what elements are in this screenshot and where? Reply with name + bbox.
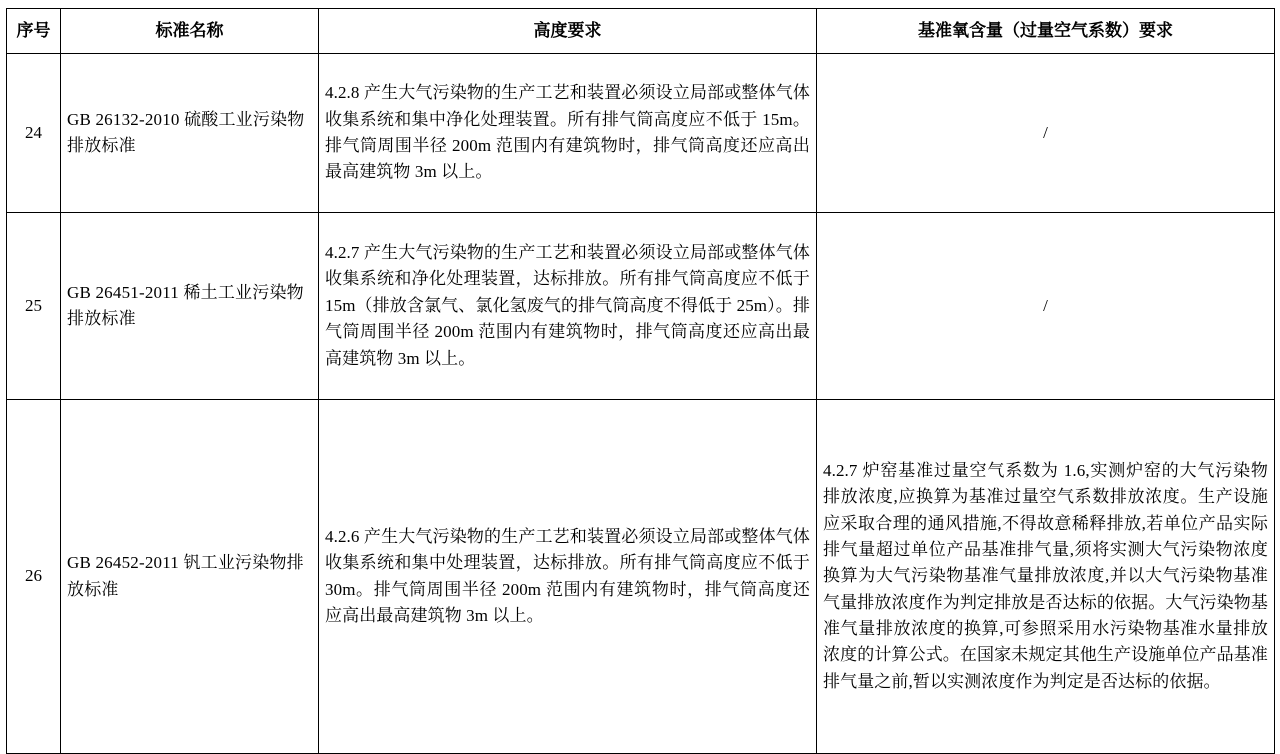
row-height-requirement: 4.2.7 产生大气污染物的生产工艺和装置必须设立局部或整体气体收集系统和净化处理装置，达标排放。所有排气筒高度应不低于 15m（排放含氯气、氯化氢废气的排气筒高度不得低于 25m）。排气筒周围半径 200m 范围内有建筑物时，排气筒高度还应高出最高建筑物 3m 以上。 (319, 213, 817, 400)
row-index: 26 (7, 400, 61, 754)
table-header (7, 9, 1275, 54)
row-oxygen-requirement: / (817, 54, 1275, 213)
column-header-index: 序号 (7, 9, 61, 54)
row-index: 25 (7, 213, 61, 400)
row-oxygen-requirement: / (817, 213, 1275, 400)
table-row (7, 400, 1275, 754)
table-header-row (7, 9, 1275, 54)
row-standard-name: GB 26451-2011 稀土工业污染物排放标准 (61, 213, 319, 400)
column-header-height-requirement: 高度要求 (319, 9, 817, 54)
column-header-standard-name: 标准名称 (61, 9, 319, 54)
row-standard-name: GB 26452-2011 钒工业污染物排放标准 (61, 400, 319, 754)
table-row (7, 213, 1275, 400)
row-standard-name: GB 26132-2010 硫酸工业污染物排放标准 (61, 54, 319, 213)
row-height-requirement: 4.2.6 产生大气污染物的生产工艺和装置必须设立局部或整体气体收集系统和集中处理装置，达标排放。所有排气筒高度应不低于 30m。排气筒周围半径 200m 范围内有建筑物时，排气筒高度还应高出最高建筑物 3m 以上。 (319, 400, 817, 754)
table-body (7, 54, 1275, 754)
row-height-requirement: 4.2.8 产生大气污染物的生产工艺和装置必须设立局部或整体气体收集系统和集中净化处理装置。所有排气筒高度应不低于 15m。排气筒周围半径 200m 范围内有建筑物时，排气筒高度还应高出最高建筑物 3m 以上。 (319, 54, 817, 213)
row-oxygen-requirement: 4.2.7 炉窑基准过量空气系数为 1.6,实测炉窑的大气污染物排放浓度,应换算为基准过量空气系数排放浓度。生产设施应采取合理的通风措施,不得故意稀释排放,若单位产品实际排气量超过单位产品基准排气量,须将实测大气污染物浓度换算为大气污染物基准气量排放浓度,并以大气污染物基准气量排放浓度作为判定排放是否达标的依据。大气污染物基准气量排放浓度的换算,可参照采用水污染物基准水量排放浓度的计算公式。在国家未规定其他生产设施单位产品基准排气量之前,暂以实测浓度作为判定是否达标的依据。 (817, 400, 1275, 754)
column-header-oxygen-requirement: 基准氧含量（过量空气系数）要求 (817, 9, 1275, 54)
table-row (7, 54, 1275, 213)
row-index: 24 (7, 54, 61, 213)
standards-table (6, 8, 1275, 754)
